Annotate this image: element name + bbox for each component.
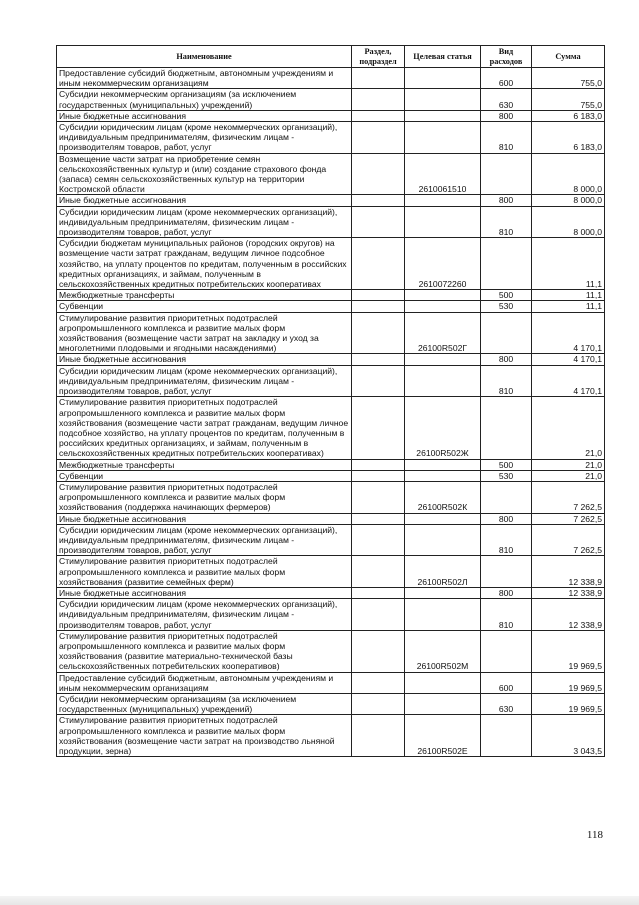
- cell-section: [352, 459, 405, 470]
- cell-name: Возмещение части затрат на приобретение семян сельскохозяйственных культур и (или) создание страхового фонда (запаса) семян сельскохозяйственных культур на территории Костромской области: [57, 153, 352, 195]
- cell-kind: 800: [481, 513, 532, 524]
- cell-kind: 800: [481, 587, 532, 598]
- cell-section: [352, 470, 405, 481]
- table-row: [57, 312, 605, 354]
- cell-name: Субсидии некоммерческим организациям (за исключением государственных (муниципальных) учреждений): [57, 693, 352, 714]
- cell-kind: 600: [481, 672, 532, 693]
- cell-sum: 3 043,5: [532, 715, 605, 757]
- cell-section: [352, 238, 405, 290]
- budget-table: [56, 45, 605, 757]
- cell-section: [352, 110, 405, 121]
- cell-kind: 810: [481, 122, 532, 154]
- table-row: [57, 693, 605, 714]
- table-row: [57, 513, 605, 524]
- cell-target: [405, 599, 481, 631]
- cell-section: [352, 195, 405, 206]
- cell-target: [405, 290, 481, 301]
- cell-sum: 12 338,9: [532, 587, 605, 598]
- cell-name: Субсидии некоммерческим организациям (за исключением государственных (муниципальных) учреждений): [57, 89, 352, 110]
- cell-name: Субсидии бюджетам муниципальных районов (городских округов) на возмещение части затрат гражданам, ведущим личное подсобное хозяйство, на уплату процентов по кредитам, полученным в российских кредитных организациях, и займам, полученным в сельскохозяйственных кредитных потребительских кооперативах: [57, 238, 352, 290]
- cell-kind: 810: [481, 599, 532, 631]
- cell-section: [352, 153, 405, 195]
- table-row: [57, 89, 605, 110]
- table-row: [57, 354, 605, 365]
- document-sheet: [56, 45, 604, 757]
- cell-target: 2610072260: [405, 238, 481, 290]
- cell-sum: 755,0: [532, 89, 605, 110]
- header-section: Раздел, подраздел: [352, 46, 405, 68]
- cell-name: Субвенции: [57, 301, 352, 312]
- cell-section: [352, 693, 405, 714]
- cell-section: [352, 206, 405, 238]
- cell-kind: 500: [481, 459, 532, 470]
- table-row: [57, 153, 605, 195]
- cell-name: Предоставление субсидий бюджетным, автономным учреждениям и иным некоммерческим организациям: [57, 672, 352, 693]
- cell-name: Иные бюджетные ассигнования: [57, 587, 352, 598]
- cell-section: [352, 715, 405, 757]
- table-row: [57, 556, 605, 588]
- cell-section: [352, 672, 405, 693]
- cell-sum: 8 000,0: [532, 206, 605, 238]
- cell-section: [352, 354, 405, 365]
- cell-name: Стимулирование развития приоритетных подотраслей агропромышленного комплекса и развитие малых форм хозяйствования (поддержка начинающих фермеров): [57, 481, 352, 513]
- cell-target: 26100R502Ж: [405, 397, 481, 459]
- cell-section: [352, 587, 405, 598]
- cell-kind: 800: [481, 354, 532, 365]
- table-row: [57, 68, 605, 89]
- header-target: Целевая статья: [405, 46, 481, 68]
- cell-sum: 21,0: [532, 459, 605, 470]
- cell-kind: 530: [481, 470, 532, 481]
- cell-target: 26100R502М: [405, 630, 481, 672]
- cell-name: Стимулирование развития приоритетных подотраслей агропромышленного комплекса и развитие малых форм хозяйствования (развитие материально-технической базы сельскохозяйственных потребительских кооперативов): [57, 630, 352, 672]
- cell-target: [405, 513, 481, 524]
- table-row: [57, 290, 605, 301]
- table-header-row: [57, 46, 605, 68]
- cell-name: Субсидии юридическим лицам (кроме некоммерческих организаций), индивидуальным предпринимателям, физическим лицам - производителям товаров, работ, услуг: [57, 122, 352, 154]
- cell-kind: [481, 238, 532, 290]
- cell-kind: [481, 630, 532, 672]
- cell-kind: 630: [481, 693, 532, 714]
- table-row: [57, 481, 605, 513]
- cell-name: Субсидии юридическим лицам (кроме некоммерческих организаций), индивидуальным предпринимателям, физическим лицам - производителям товаров, работ, услуг: [57, 365, 352, 397]
- cell-target: [405, 672, 481, 693]
- cell-sum: 7 262,5: [532, 481, 605, 513]
- table-row: [57, 459, 605, 470]
- cell-target: 2610061510: [405, 153, 481, 195]
- cell-sum: 8 000,0: [532, 195, 605, 206]
- cell-name: Стимулирование развития приоритетных подотраслей агропромышленного комплекса и развитие малых форм хозяйствования (возмещение части затрат на закладку и уход за многолетними плодовыми и ягодными насаждениями): [57, 312, 352, 354]
- cell-sum: 19 969,5: [532, 630, 605, 672]
- cell-section: [352, 122, 405, 154]
- cell-target: [405, 354, 481, 365]
- cell-section: [352, 397, 405, 459]
- cell-sum: 11,1: [532, 290, 605, 301]
- table-row: [57, 365, 605, 397]
- cell-kind: [481, 397, 532, 459]
- table-row: [57, 110, 605, 121]
- cell-target: [405, 68, 481, 89]
- table-row: [57, 630, 605, 672]
- cell-sum: 19 969,5: [532, 693, 605, 714]
- scan-edge: [0, 896, 639, 905]
- cell-section: [352, 524, 405, 556]
- cell-target: [405, 301, 481, 312]
- cell-kind: [481, 556, 532, 588]
- cell-kind: 530: [481, 301, 532, 312]
- table-row: [57, 524, 605, 556]
- cell-kind: 630: [481, 89, 532, 110]
- cell-section: [352, 312, 405, 354]
- cell-target: [405, 89, 481, 110]
- table-row: [57, 301, 605, 312]
- cell-sum: 19 969,5: [532, 672, 605, 693]
- cell-section: [352, 89, 405, 110]
- table-row: [57, 397, 605, 459]
- cell-target: [405, 459, 481, 470]
- cell-kind: [481, 481, 532, 513]
- table-row: [57, 587, 605, 598]
- table-row: [57, 599, 605, 631]
- cell-target: [405, 110, 481, 121]
- cell-sum: 11,1: [532, 301, 605, 312]
- cell-sum: 11,1: [532, 238, 605, 290]
- cell-kind: 800: [481, 110, 532, 121]
- cell-kind: [481, 153, 532, 195]
- table-row: [57, 195, 605, 206]
- cell-name: Иные бюджетные ассигнования: [57, 195, 352, 206]
- cell-sum: 4 170,1: [532, 354, 605, 365]
- cell-name: Предоставление субсидий бюджетным, автономным учреждениям и иным некоммерческим организациям: [57, 68, 352, 89]
- cell-section: [352, 556, 405, 588]
- header-sum: Сумма: [532, 46, 605, 68]
- cell-sum: 12 338,9: [532, 556, 605, 588]
- cell-name: Стимулирование развития приоритетных подотраслей агропромышленного комплекса и развитие малых форм хозяйствования (возмещение части затрат на производство льняной продукции, зерна): [57, 715, 352, 757]
- cell-name: Стимулирование развития приоритетных подотраслей агропромышленного комплекса и развитие малых форм хозяйствования (развитие семейных ферм): [57, 556, 352, 588]
- cell-target: [405, 693, 481, 714]
- cell-kind: 600: [481, 68, 532, 89]
- cell-kind: 810: [481, 365, 532, 397]
- cell-target: 26100R502К: [405, 481, 481, 513]
- cell-sum: 7 262,5: [532, 513, 605, 524]
- cell-target: 26100R502Л: [405, 556, 481, 588]
- table-row: [57, 715, 605, 757]
- cell-kind: 500: [481, 290, 532, 301]
- cell-section: [352, 481, 405, 513]
- cell-kind: [481, 715, 532, 757]
- header-name: Наименование: [57, 46, 352, 68]
- cell-sum: 4 170,1: [532, 365, 605, 397]
- cell-target: [405, 122, 481, 154]
- cell-kind: 810: [481, 524, 532, 556]
- cell-target: [405, 195, 481, 206]
- cell-name: Субсидии юридическим лицам (кроме некоммерческих организаций), индивидуальным предпринимателям, физическим лицам - производителям товаров, работ, услуг: [57, 599, 352, 631]
- cell-sum: 12 338,9: [532, 599, 605, 631]
- cell-sum: 7 262,5: [532, 524, 605, 556]
- cell-section: [352, 301, 405, 312]
- cell-name: Субсидии юридическим лицам (кроме некоммерческих организаций), индивидуальным предпринимателям, физическим лицам - производителям товаров, работ, услуг: [57, 524, 352, 556]
- header-kind: Вид расходов: [481, 46, 532, 68]
- cell-name: Межбюджетные трансферты: [57, 459, 352, 470]
- cell-kind: 810: [481, 206, 532, 238]
- cell-name: Межбюджетные трансферты: [57, 290, 352, 301]
- cell-sum: 21,0: [532, 397, 605, 459]
- page-number: 118: [586, 829, 603, 841]
- cell-sum: 4 170,1: [532, 312, 605, 354]
- table-row: [57, 470, 605, 481]
- cell-section: [352, 599, 405, 631]
- cell-name: Иные бюджетные ассигнования: [57, 354, 352, 365]
- cell-sum: 6 183,0: [532, 122, 605, 154]
- cell-target: [405, 587, 481, 598]
- cell-target: 26100R502Е: [405, 715, 481, 757]
- cell-section: [352, 630, 405, 672]
- cell-section: [352, 365, 405, 397]
- cell-name: Иные бюджетные ассигнования: [57, 513, 352, 524]
- cell-section: [352, 68, 405, 89]
- cell-sum: 6 183,0: [532, 110, 605, 121]
- cell-name: Субвенции: [57, 470, 352, 481]
- cell-kind: [481, 312, 532, 354]
- cell-target: [405, 470, 481, 481]
- table-row: [57, 238, 605, 290]
- table-body: [57, 68, 605, 757]
- table-row: [57, 672, 605, 693]
- cell-section: [352, 290, 405, 301]
- cell-target: [405, 206, 481, 238]
- cell-name: Стимулирование развития приоритетных подотраслей агропромышленного комплекса и развитие малых форм хозяйствования (возмещение части затрат гражданам, ведущим личное подсобное хозяйство, на уплату процентов по кредитам, полученным в российских кредитных организациях, и займам, полученным в сельскохозяйственных кредитных потребительских кооперативах): [57, 397, 352, 459]
- table-row: [57, 122, 605, 154]
- cell-section: [352, 513, 405, 524]
- cell-sum: 8 000,0: [532, 153, 605, 195]
- table-row: [57, 206, 605, 238]
- cell-target: 26100R502Г: [405, 312, 481, 354]
- cell-target: [405, 524, 481, 556]
- cell-name: Иные бюджетные ассигнования: [57, 110, 352, 121]
- cell-sum: 21,0: [532, 470, 605, 481]
- cell-kind: 800: [481, 195, 532, 206]
- cell-sum: 755,0: [532, 68, 605, 89]
- cell-target: [405, 365, 481, 397]
- cell-name: Субсидии юридическим лицам (кроме некоммерческих организаций), индивидуальным предпринимателям, физическим лицам - производителям товаров, работ, услуг: [57, 206, 352, 238]
